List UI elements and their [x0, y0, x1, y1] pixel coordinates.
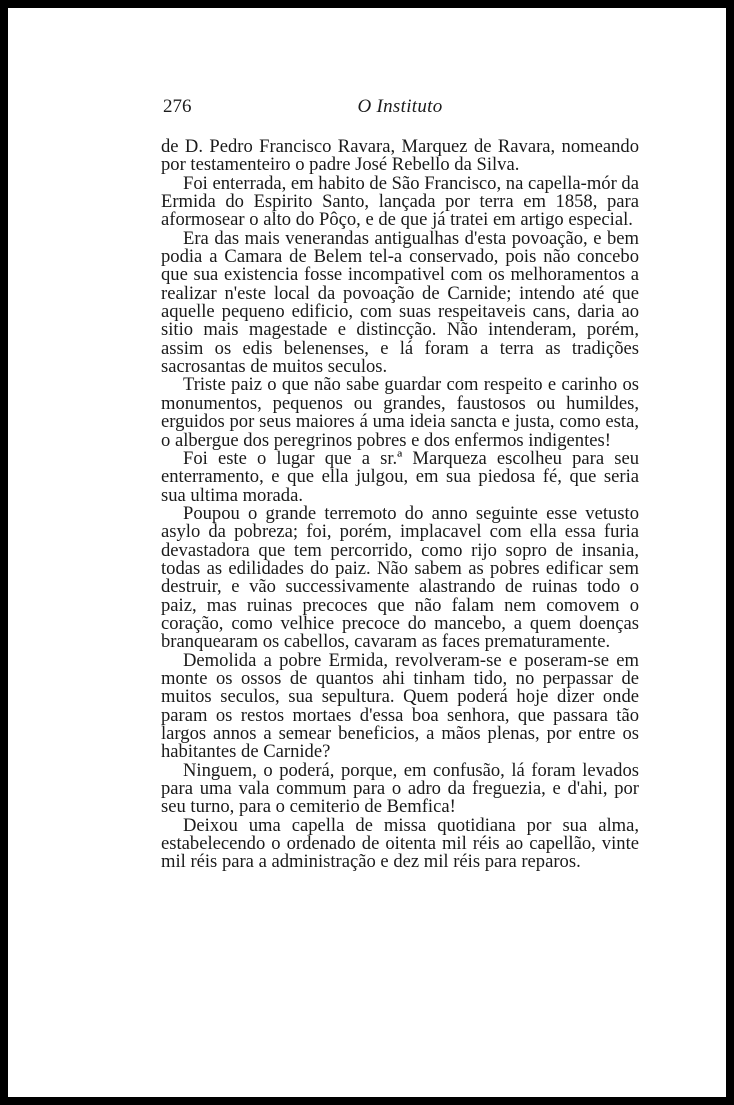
page-number: 276 [163, 96, 192, 117]
paragraph: Foi enterrada, em habito de São Francisco, na capella-mór da Ermida do Espirito Santo, lançada por terra em 1858, para aformosear o alto do Pôço, e de que já tratei em artigo especial. [161, 172, 639, 231]
paragraph: Deixou uma capella de missa quotidiana por sua alma, estabelecendo o ordenado de oitenta mil réis ao capellão, vinte mil réis para a administração e dez mil réis para reparos. [161, 814, 639, 873]
paragraph: Foi este o lugar que a sr.ª Marqueza escolheu para seu enterramento, e que ella julgou, em sua piedosa fé, que seria sua ultima morada. [161, 447, 639, 506]
paragraph: Demolida a pobre Ermida, revolveram-se e poseram-se em monte os ossos de quantos ahi tinham tido, no perpassar de muitos seculos, sua sepultura. Quem poderá hoje dizer onde param os restos mortaes d'essa boa senhora, que passara tão largos annos a semear beneficios, a mãos plenas, por entre os habitantes de Carnide? [161, 649, 639, 763]
running-title: O Instituto [357, 96, 443, 117]
paragraph: Ninguem, o poderá, porque, em confusão, lá foram levados para uma vala commum para o adro da freguezia, e d'ahi, por seu turno, para o cemiterio de Bemfica! [161, 759, 639, 818]
body-text [161, 138, 639, 872]
book-page [8, 8, 726, 1097]
paragraph: Triste paiz o que não sabe guardar com respeito e carinho os monumentos, pequenos ou grandes, faustosos ou humildes, erguidos por seus maiores á uma ideia sancta e justa, como esta, o albergue dos peregrinos pobres e dos enfermos indigentes! [161, 374, 639, 451]
paragraph: Poupou o grande terremoto do anno seguinte esse vetusto asylo da pobreza; foi, porém, implacavel com ella essa furia devastadora que tem percorrido, como rijo sopro de insania, todas as edilidades do paiz. Não sabem as pobres edificar sem destruir, e vão successivamente alastrando de ruinas todo o paiz, mas ruinas precoces que não falam nem comovem o coração, como velhice precoce do mancebo, a quem doenças branquearam os cabellos, cavaram as faces prematuramente. [161, 502, 639, 653]
paragraph: Era das mais venerandas antigualhas d'esta povoação, e bem podia a Camara de Belem tel-a conservado, pois não concebo que sua existencia fosse incompativel com os melhoramentos a realizar n'este local da povoação de Carnide; intendo até que aquelle pequeno edificio, com suas respeitaveis cans, daria ao sitio mais magestade e distincção. Não intenderam, porém, assim os edis belenenses, e lá foram a terra as tradições sacrosantas de muitos seculos. [161, 227, 639, 378]
page-header [163, 96, 637, 126]
paragraph-continued: de D. Pedro Francisco Ravara, Marquez de Ravara, nomeando por testamenteiro o padre José Rebello da Silva. [161, 136, 639, 176]
